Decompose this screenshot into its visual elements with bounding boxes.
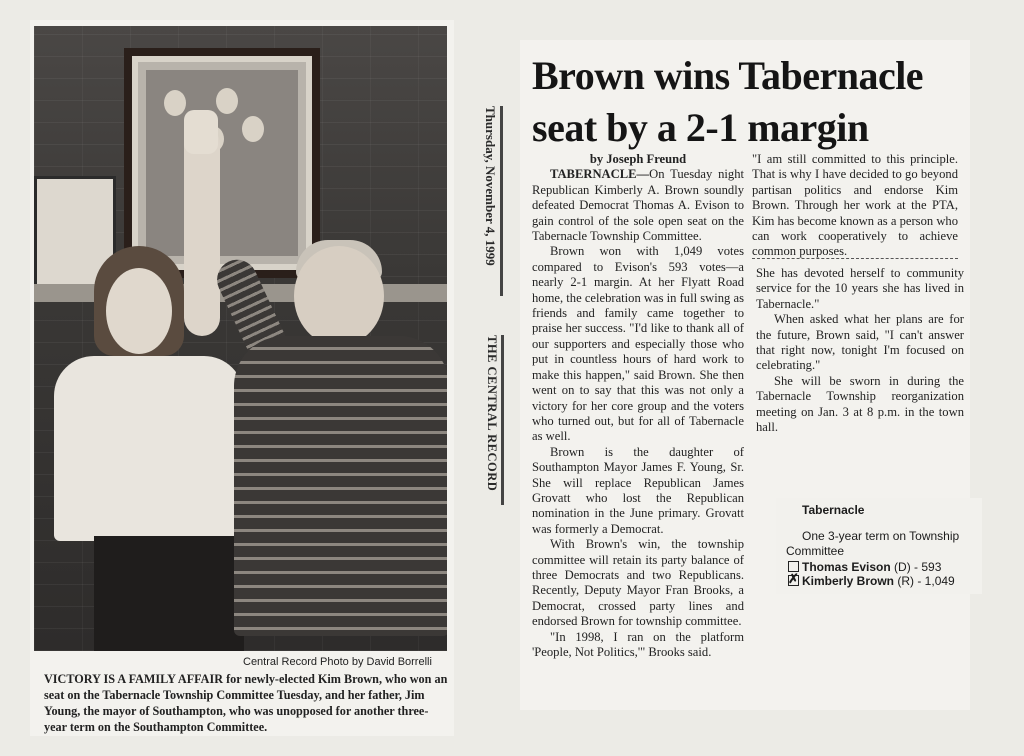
- kim-brown-figure: [54, 246, 244, 651]
- checked-box-icon: [788, 575, 799, 586]
- dateline: TABERNACLE—: [550, 167, 650, 182]
- article-column-2: [752, 152, 958, 260]
- office-line-2: Committee: [786, 544, 845, 558]
- paragraph-8: When asked what her plans are for the future, Brown said, "I can't answer that right now, tonight I'm focused on celebrating.": [756, 312, 964, 373]
- paragraph-7: She has devoted herself to community service for the 10 years she has lived in Tabernacle.": [756, 266, 964, 311]
- candidate-votes: (R) - 1,049: [897, 574, 955, 588]
- paragraph-6: "I am still committed to this principle. That is why I have decided to go beyond partisan politics and endorse Kim Brown. Through her work at the PTA, Kim has become known as a person who can work cooperatively to achieve common purposes.: [752, 152, 959, 259]
- paragraph-1-text: On Tuesday night Republican Kimberly A. Brown soundly defeated Democrat Thomas A. Evison to gain control of the sole open seat on the Tabernacle Township Committee.: [532, 167, 744, 244]
- paragraph-4: With Brown's win, the township committee will retain its party balance of three Democrats and two Republicans. Recently, Deputy Mayor Fran Brooks, a Democrat, crossed party lines and endorsed Brown for township committee.: [532, 537, 744, 629]
- paragraph-3: Brown is the daughter of Southampton Mayor James F. Young, Sr. She will replace Republican James Grovatt who lost the Republican nomination in the June primary. Grovatt was formerly a Democrat.: [532, 444, 744, 536]
- paragraph-1: [532, 167, 744, 244]
- paragraph-9: She will be sworn in during the Tabernacle Township reorganization meeting on Jan. 3 at 8 p.m. in the town hall.: [756, 373, 964, 435]
- results-title: Tabernacle: [802, 503, 865, 517]
- article-column-1: [532, 152, 744, 660]
- paragraph-5: "In 1998, I ran on the platform 'People, Not Politics,'" Brooks said.: [532, 629, 744, 659]
- column-cut-line: [752, 258, 958, 259]
- candidate-name: Thomas Evison: [802, 560, 891, 574]
- results-office: [786, 529, 980, 559]
- candidate-name: Kimberly Brown: [802, 574, 895, 588]
- jim-young-figure: [234, 236, 447, 651]
- photo-caption: VICTORY IS A FAMILY AFFAIR for newly-elected Kim Brown, who won an seat on the Tabernacle Township Committee Tuesday, and her father, Jim Young, the mayor of Southampton, who was unopposed for another three-year term on the Southampton Committee.: [44, 672, 448, 734]
- photo-credit: Central Record Photo by David Borrelli: [243, 656, 432, 668]
- headline: Brown wins Tabernacle seat by a 2-1 margin: [532, 53, 924, 150]
- raised-hands: [184, 110, 218, 154]
- paragraph-2: Brown won with 1,049 votes compared to Evison's 593 votes—a nearly 2-1 margin. At her Flyatt Road home, the celebration was in full swing as friends and family came together to praise her success. "I'd like to thank all of our supporters and especially those who put in countless hours of hard work to make this happen," said Brown. She then went on to say that this was not only a victory for her core group and the voters who turned out, but for all of Tabernacle as well.: [532, 244, 744, 444]
- news-photo: [34, 26, 447, 651]
- byline: by Joseph Freund: [589, 152, 687, 166]
- candidate-votes: (D) - 593: [894, 560, 942, 574]
- candidate-row: [788, 574, 955, 588]
- issue-date: Thursday, November 4, 1999: [482, 106, 503, 296]
- office-line-1: One 3-year term on Township: [802, 529, 960, 543]
- article-column-3: [756, 266, 964, 435]
- newspaper-name: THE CENTRAL RECORD: [484, 335, 504, 505]
- election-results-box: [776, 498, 982, 594]
- candidate-row: [788, 560, 941, 574]
- portrait-image: [146, 70, 298, 256]
